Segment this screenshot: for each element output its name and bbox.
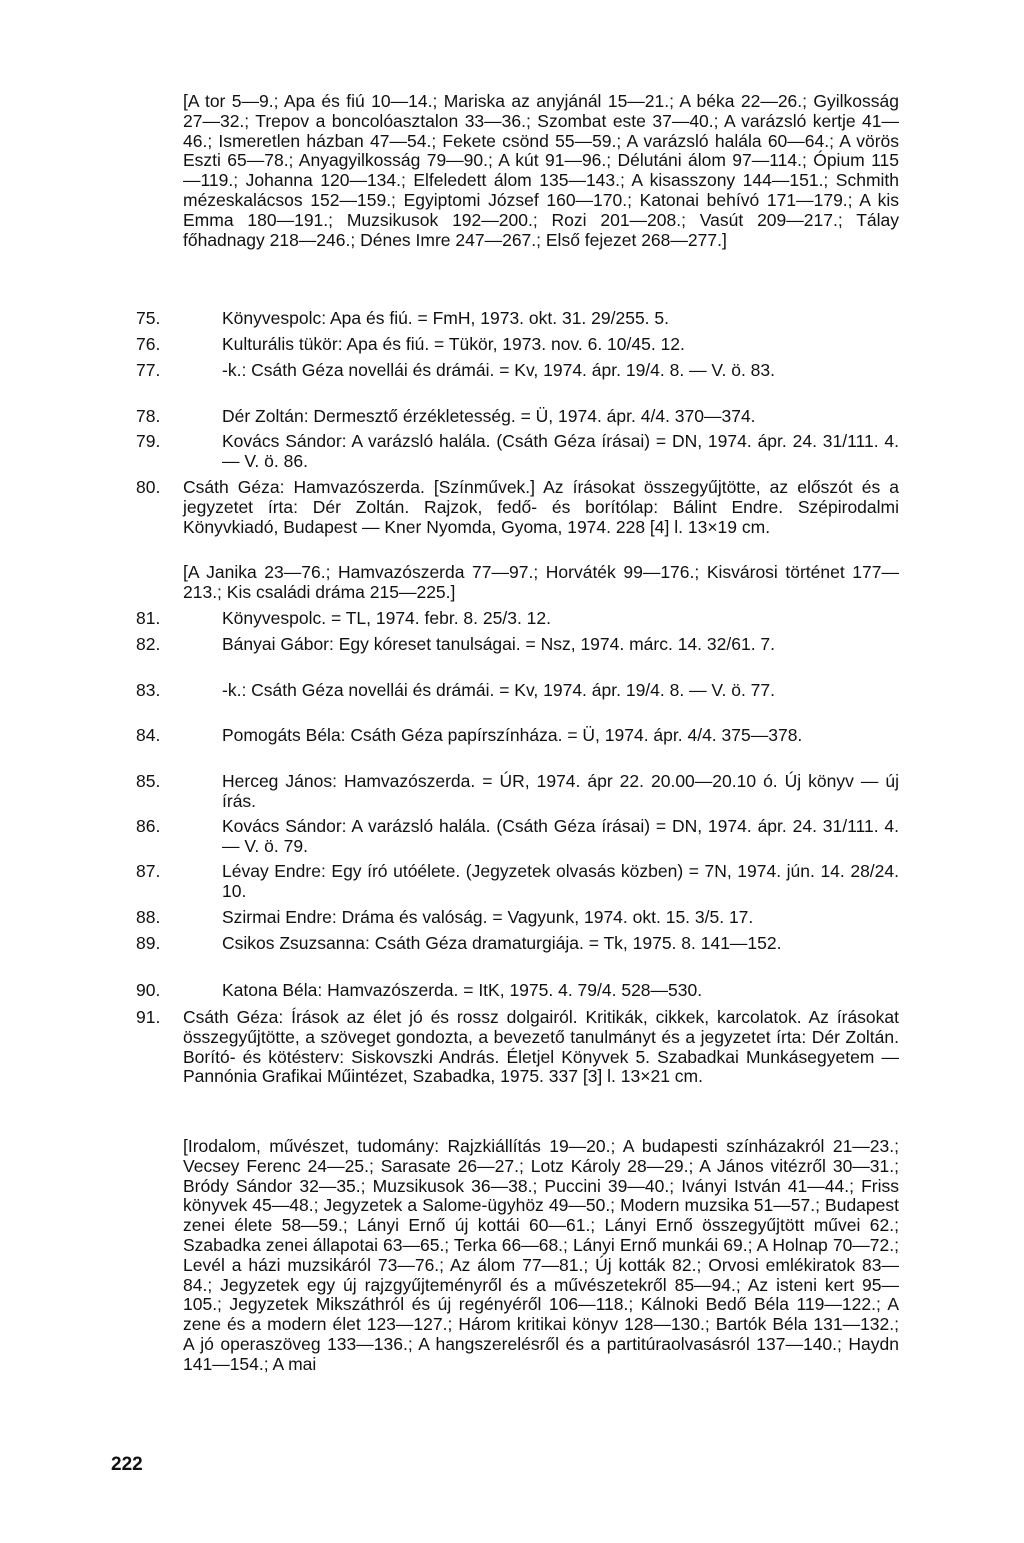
entry-number: 78. xyxy=(136,406,161,426)
entry-contents-list: [Irodalom, művészet, tudomány: Rajzkiállítás 19—20.; A budapesti színházakról 21—23.; Vecsey Ferenc 24—25.; Sarasate 26—27.; Lotz Károly 28—29.; A János vitézről 30—31.; Bródy Sándor 32—35.; Muzsikusok 36—38.; Puccini 39—40.; Iványi István 41—44.; Friss könyvek 45—48.; Jegyzetek a Salome-ügyhöz 49—50.; Modern muzsika 51—57.; Budapest zenei élete 58—59.; Lányi Ernő új kottái 60—61.; Lányi Ernő összegyűjtött művei 62.; Szabadka zenei állapotai 63—65.; Terka 66—68.; Lányi Ernő munkái 69.; A Holnap 70—72.; Levél a házi muzsikáról 73—76.; Az álom 77—81.; Új kották 82.; Orvosi emlékiratok 83—84.; Jegyzetek egy új rajzgyűjteményről és a művészetekről 85—94.; Az isteni kert 95—105.; Jegyzetek Mikszáthról és új regényéről 106—118.; Kálnoki Bedő Béla 119—122.; A zene és a modern élet 123—127.; Három kritikai könyv 128—130.; Bartók Béla 131—132.; A jó operaszöveg 133—136.; A hangszerelésről és a partitúraolvasásról 137—140.; Haydn 141—154.; A mai xyxy=(183,1136,899,1374)
entry-contents-list: [A Janika 23—76.; Hamvazószerda 77—97.; Horváték 99—176.; Kisvárosi történet 177—213.; Kis családi dráma 215—225.] xyxy=(183,562,899,602)
entry-number: 87. xyxy=(136,861,161,881)
entry-number: 85. xyxy=(136,771,161,791)
entry-text: Kovács Sándor: A varázsló halála. (Csáth Géza írásai) = DN, 1974. ápr. 24. 31/111. 4. — V. ö. 79. xyxy=(222,816,899,856)
entry-text: Pomogáts Béla: Csáth Géza papírszínháza. = Ü, 1974. ápr. 4/4. 375—378. xyxy=(222,725,803,745)
entry-text: -k.: Csáth Géza novellái és drámái. = Kv, 1974. ápr. 19/4. 8. — V. ö. 77. xyxy=(222,680,776,700)
entry-number: 75. xyxy=(136,308,161,328)
entry-number: 84. xyxy=(136,725,161,745)
entry-text: Kulturális tükör: Apa és fiú. = Tükör, 1973. nov. 6. 10/45. 12. xyxy=(222,334,685,354)
continued-contents-list: [A tor 5—9.; Apa és fiú 10—14.; Mariska az anyjánál 15—21.; A béka 22—26.; Gyilkosság 27—32.; Trepov a boncolóasztalon 33—36.; Szombat este 37—40.; A varázsló kertje 41—46.; Ismeretlen házban 47—54.; Fekete csönd 55—59.; A varázsló halála 60—64.; A vörös Eszti 65—78.; Anyagyilkosság 79—90.; A kút 91—96.; Délutáni álom 97—114.; Ópium 115—119.; Johanna 120—134.; Elfeledett álom 135—143.; A kisasszony 144—151.; Schmith mézeskalácsos 152—159.; Egyiptomi József 160—170.; Katonai behívó 171—179.; A kis Emma 180—191.; Muzsikusok 192—200.; Rozi 201—208.; Vasút 209—217.; Tálay főhadnagy 218—246.; Dénes Imre 247—267.; Első fejezet 268—277.] xyxy=(183,91,899,250)
entry-text: Szirmai Endre: Dráma és valóság. = Vagyunk, 1974. okt. 15. 3/5. 17. xyxy=(222,907,754,927)
entry-text: Könyvespolc: Apa és fiú. = FmH, 1973. okt. 31. 29/255. 5. xyxy=(222,308,670,328)
entry-text: Csáth Géza: Írások az élet jó és rossz dolgairól. Kritikák, cikkek, karcolatok. Az írásokat összegyűjtötte, a szöveget gondozta, a bevezető tanulmányt és a jegyzetet írta: Dér Zoltán. Borító- és kötésterv: Siskovszki András. Életjel Könyvek 5. Szabadkai Munkásegyetem — Pannónia Grafikai Műintézet, Szabadka, 1975. 337 [3] l. 13×21 cm. xyxy=(183,1007,899,1087)
entry-number: 88. xyxy=(136,907,161,927)
entry-number: 90. xyxy=(136,980,161,1000)
entry-text: Csáth Géza: Hamvazószerda. [Színművek.] Az írásokat összegyűjtötte, az előszót és a jegyzetet írta: Dér Zoltán. Rajzok, fedő- és borítólap: Bálint Endre. Szépirodalmi Könyvkiadó, Budapest — Kner Nyomda, Gyoma, 1974. 228 [4] l. 13×19 cm. xyxy=(183,477,899,537)
entry-text: Dér Zoltán: Dermesztő érzékletesség. = Ü, 1974. ápr. 4/4. 370—374. xyxy=(222,406,756,426)
entry-text: Kovács Sándor: A varázsló halála. (Csáth Géza írásai) = DN, 1974. ápr. 24. 31/111. 4. — V. ö. 86. xyxy=(222,431,899,471)
page-number: 222 xyxy=(111,1454,143,1475)
entry-text: -k.: Csáth Géza novellái és drámái. = Kv, 1974. ápr. 19/4. 8. — V. ö. 83. xyxy=(222,360,776,380)
entry-number: 77. xyxy=(136,360,161,380)
entry-number: 89. xyxy=(136,933,161,953)
entry-number: 76. xyxy=(136,334,161,354)
entry-text: Könyvespolc. = TL, 1974. febr. 8. 25/3. 12. xyxy=(222,608,551,628)
entry-number: 82. xyxy=(136,634,161,654)
entry-number: 81. xyxy=(136,608,161,628)
entry-number: 79. xyxy=(136,431,161,451)
entry-text: Herceg János: Hamvazószerda. = ÚR, 1974. ápr 22. 20.00—20.10 ó. Új könyv — új írás. xyxy=(222,771,899,811)
entry-text: Bányai Gábor: Egy kóreset tanulságai. = Nsz, 1974. márc. 14. 32/61. 7. xyxy=(222,634,776,654)
entry-number: 86. xyxy=(136,816,161,836)
entry-text: Csikos Zsuzsanna: Csáth Géza dramaturgiája. = Tk, 1975. 8. 141—152. xyxy=(222,933,782,953)
entry-text: Katona Béla: Hamvazószerda. = ItK, 1975. 4. 79/4. 528—530. xyxy=(222,980,703,1000)
entry-number: 91. xyxy=(136,1007,161,1027)
entry-number: 83. xyxy=(136,680,161,700)
entry-number: 80. xyxy=(136,477,161,497)
entry-text: Lévay Endre: Egy író utóélete. (Jegyzetek olvasás közben) = 7N, 1974. jún. 14. 28/24. 10. xyxy=(222,861,899,901)
